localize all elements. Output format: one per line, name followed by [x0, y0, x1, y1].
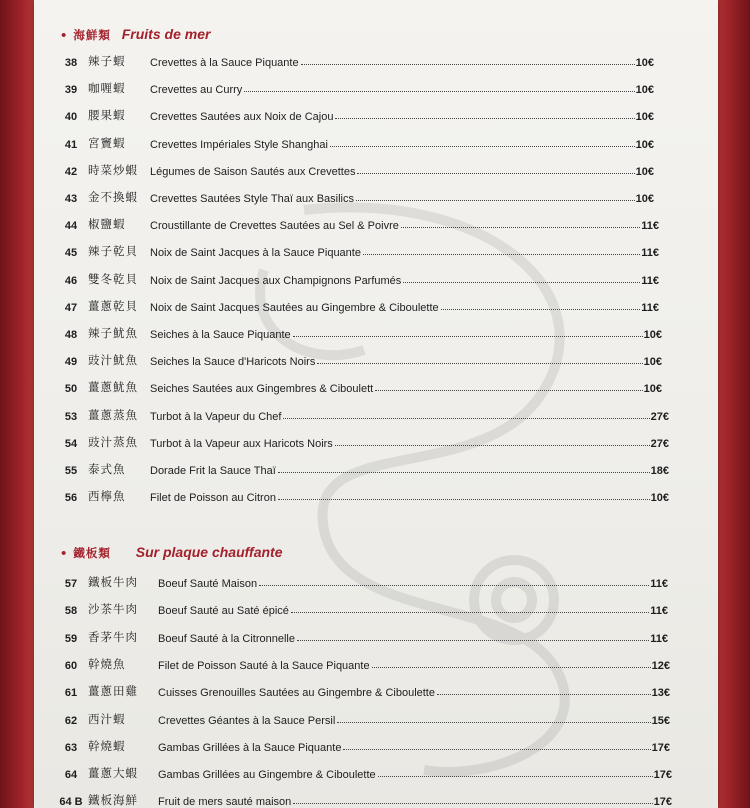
menu-item — [54, 135, 654, 151]
menu-item-price: 10€ — [650, 492, 669, 505]
menu-item-chinese-name: 沙茶牛肉 — [88, 604, 138, 617]
menu-item-chinese-name: 香茅牛肉 — [88, 631, 138, 644]
dot-leader — [297, 640, 649, 641]
menu-item-price: 27€ — [650, 410, 669, 423]
menu-item-price: 17€ — [651, 741, 670, 754]
menu-item-number: 43 — [64, 193, 78, 205]
dot-leader — [301, 64, 635, 65]
menu-item — [54, 80, 654, 96]
menu-item-price: 27€ — [650, 437, 669, 450]
menu-item-price: 10€ — [643, 329, 662, 341]
menu-item-chinese-name: 金不換蝦 — [88, 192, 138, 204]
tablecloth-left — [0, 0, 34, 808]
menu-item-price: 11€ — [650, 578, 668, 590]
menu-item-number: 47 — [64, 301, 78, 314]
menu-item-name: Seiches Sautées aux Gingembres & Ciboulett — [150, 383, 374, 396]
menu-item-chinese-name: 薑蔥魷魚 — [88, 382, 138, 395]
menu-item-number: 53 — [64, 410, 78, 423]
menu-item — [54, 601, 668, 617]
menu-item-number: 49 — [64, 356, 78, 369]
menu-item-chinese-name: 咖喱蝦 — [88, 83, 126, 96]
dot-leader — [363, 254, 640, 255]
menu-item-name: Seiches la Sauce d'Haricots Noirs — [150, 356, 316, 369]
dot-leader — [372, 667, 651, 668]
menu-item-name: Crevettes Impériales Style Shanghai — [150, 138, 328, 151]
menu-item-number: 56 — [64, 492, 78, 505]
menu-item-number: 58 — [64, 605, 78, 618]
menu-item-name: Noix de Saint Jacques aux Champignons Parfumés — [150, 274, 402, 287]
section-title-fr: Sur plaque chauffante — [135, 544, 283, 560]
menu-item-name: Seiches à la Sauce Piquante — [150, 329, 291, 341]
dot-leader — [356, 200, 635, 201]
menu-item — [54, 434, 669, 450]
menu-item-name: Dorade Frit la Sauce Thaï — [150, 465, 276, 477]
menu-item-price: 10€ — [635, 57, 654, 69]
menu-item-chinese-name: 時菜炒蝦 — [88, 164, 138, 177]
menu-item-number: 54 — [64, 437, 78, 450]
dot-leader — [293, 803, 652, 804]
menu-item-chinese-name: 幹燒魚 — [88, 658, 126, 671]
menu-item-price: 11€ — [641, 220, 659, 233]
menu-item-number: 48 — [64, 329, 78, 341]
menu-item-chinese-name: 腰果蝦 — [88, 110, 126, 123]
menu-item-chinese-name: 薑蔥乾貝 — [88, 300, 138, 313]
menu-item-chinese-name: 西汁蝦 — [88, 713, 126, 726]
dot-leader — [335, 445, 650, 446]
menu-item-chinese-name: 辣子魷魚 — [88, 328, 138, 340]
menu-item-chinese-name: 薑蔥田雞 — [88, 686, 138, 699]
menu-item — [54, 683, 670, 699]
menu-item-chinese-name: 辣子乾貝 — [88, 246, 138, 259]
menu-item-number: 50 — [64, 383, 78, 396]
dot-leader — [343, 749, 650, 750]
menu-item-price: 10€ — [635, 111, 654, 124]
menu-item — [54, 792, 672, 808]
menu-item-number: 40 — [64, 111, 78, 124]
menu-item-chinese-name: 薑蔥大蝦 — [88, 768, 138, 781]
dot-leader — [283, 418, 649, 419]
menu-item-price: 12€ — [651, 659, 670, 672]
menu-item-name: Filet de Poisson au Citron — [150, 492, 276, 505]
dot-leader — [337, 722, 650, 723]
menu-item-price: 11€ — [641, 274, 659, 287]
dot-leader — [335, 118, 634, 119]
menu-item — [54, 325, 662, 341]
menu-item-number: 38 — [64, 57, 78, 69]
tablecloth-right — [716, 0, 750, 808]
menu-item-name: Boeuf Sauté au Saté épicé — [158, 605, 289, 618]
menu-item-chinese-name: 薑蔥蒸魚 — [88, 409, 138, 422]
dot-leader — [357, 173, 634, 174]
menu-item-name: Boeuf Sauté à la Citronnelle — [158, 632, 295, 645]
menu-item-name: Crevettes Sautées Style Thaï aux Basilics — [150, 193, 355, 205]
menu-item-price: 17€ — [653, 796, 672, 808]
menu-item-chinese-name: 辣子蝦 — [88, 56, 126, 68]
menu-page — [34, 0, 718, 808]
dot-leader — [441, 309, 641, 310]
menu-item-number: 55 — [64, 465, 78, 477]
menu-item — [54, 765, 672, 781]
dot-leader — [437, 694, 651, 695]
menu-item-number: 57 — [64, 578, 78, 590]
menu-item-name: Fruit de mers sauté maison — [158, 796, 292, 808]
menu-item-price: 10€ — [643, 356, 662, 369]
menu-item-name: Crevettes à la Sauce Piquante — [150, 57, 299, 69]
menu-item-chinese-name: 椒鹽蝦 — [88, 219, 126, 232]
menu-item-number: 45 — [64, 247, 78, 260]
menu-item-name: Noix de Saint Jacques à la Sauce Piquante — [150, 247, 361, 260]
menu-item-chinese-name: 豉汁蒸魚 — [88, 436, 138, 449]
menu-item — [54, 738, 670, 754]
menu-item-number: 41 — [64, 138, 78, 151]
menu-item-number: 63 — [64, 741, 78, 754]
menu-item — [54, 656, 670, 672]
section-title-fr: Fruits de mer — [121, 26, 211, 42]
section-title-cn: • 海鮮類 — [60, 28, 111, 42]
section-title-seafood — [60, 26, 210, 43]
menu-item-price: 11€ — [650, 632, 668, 645]
menu-item-name: Cuisses Grenouilles Sautées au Gingembre & Ciboulette — [158, 687, 435, 700]
dot-leader — [278, 472, 650, 473]
menu-item — [54, 271, 659, 287]
dot-leader — [403, 282, 640, 283]
dot-leader — [378, 776, 653, 777]
menu-item — [54, 53, 654, 69]
menu-item-name: Noix de Saint Jacques Sautées au Gingembre & Ciboulette — [150, 301, 439, 314]
menu-item-number: 61 — [64, 687, 78, 700]
menu-item-number: 42 — [64, 165, 78, 178]
menu-item-number: 64 B — [59, 796, 83, 808]
menu-item — [54, 216, 659, 232]
menu-item-name: Croustillante de Crevettes Sautées au Sel & Poivre — [150, 220, 399, 233]
dot-leader — [278, 499, 650, 500]
menu-item-name: Crevettes au Curry — [150, 84, 243, 97]
menu-item-price: 10€ — [635, 84, 654, 97]
dot-leader — [291, 612, 649, 613]
menu-item-price: 13€ — [651, 687, 670, 700]
dot-leader — [330, 146, 635, 147]
menu-item-chinese-name: 豉汁魷魚 — [88, 355, 138, 368]
menu-item-name: Gambas Grillées à la Sauce Piquante — [158, 741, 342, 754]
menu-item — [54, 629, 668, 645]
menu-item — [54, 298, 659, 314]
menu-item — [54, 407, 669, 423]
menu-item-chinese-name: 西檸魚 — [88, 491, 126, 504]
menu-item-name: Filet de Poisson Sauté à la Sauce Piquante — [158, 659, 370, 672]
menu-item-price: 10€ — [643, 383, 662, 396]
menu-item-chinese-name: 幹燒蝦 — [88, 740, 126, 753]
menu-item-price: 11€ — [641, 301, 659, 314]
menu-item-chinese-name: 雙冬乾貝 — [88, 273, 138, 286]
menu-item-price: 10€ — [635, 165, 654, 178]
menu-item-chinese-name: 鐵板海鮮 — [88, 795, 138, 808]
menu-item — [54, 162, 654, 178]
menu-item-name: Turbot à la Vapeur aux Haricots Noirs — [150, 437, 333, 450]
menu-item-price: 11€ — [641, 247, 659, 260]
menu-item — [54, 352, 662, 368]
dot-leader — [244, 91, 634, 92]
menu-item-price: 18€ — [650, 465, 669, 477]
menu-item-name: Légumes de Saison Sautés aux Crevettes — [150, 165, 356, 178]
menu-item-number: 59 — [64, 632, 78, 645]
dot-leader — [293, 336, 643, 337]
section-title-cn: • 鐵板類 — [60, 546, 111, 560]
menu-item-number: 64 — [64, 769, 78, 782]
dot-leader — [259, 585, 649, 586]
menu-item-chinese-name: 宮竇蝦 — [88, 137, 126, 150]
menu-item-name: Turbot à la Vapeur du Chef — [150, 410, 282, 423]
section-title-hotplate — [60, 544, 283, 561]
menu-item-price: 10€ — [635, 193, 654, 205]
menu-item-chinese-name: 泰式魚 — [88, 464, 126, 476]
menu-item-number: 39 — [64, 84, 78, 97]
menu-item — [54, 488, 669, 504]
dot-leader — [375, 390, 642, 391]
menu-item — [54, 243, 659, 259]
menu-item-name: Gambas Grillées au Gingembre & Ciboulette — [158, 769, 376, 782]
menu-item — [54, 461, 669, 477]
menu-item-price: 10€ — [635, 138, 654, 151]
menu-item-price: 15€ — [651, 714, 670, 727]
menu-item-price: 11€ — [650, 605, 668, 618]
menu-item-name: Crevettes Sautées aux Noix de Cajou — [150, 111, 334, 124]
menu-item-price: 17€ — [653, 769, 672, 782]
menu-item-number: 46 — [64, 274, 78, 287]
menu-item-chinese-name: 鐵板牛肉 — [88, 577, 138, 589]
menu-item — [54, 574, 668, 590]
menu-item-number: 44 — [64, 220, 78, 233]
menu-item — [54, 107, 654, 123]
dot-leader — [401, 227, 640, 228]
menu-item-number: 62 — [64, 714, 78, 727]
menu-item-name: Crevettes Géantes à la Sauce Persil — [158, 714, 336, 727]
menu-item-name: Boeuf Sauté Maison — [158, 578, 258, 590]
menu-item — [54, 379, 662, 395]
menu-item — [54, 711, 670, 727]
menu-item — [54, 189, 654, 205]
dot-leader — [317, 363, 642, 364]
menu-item-number: 60 — [64, 659, 78, 672]
